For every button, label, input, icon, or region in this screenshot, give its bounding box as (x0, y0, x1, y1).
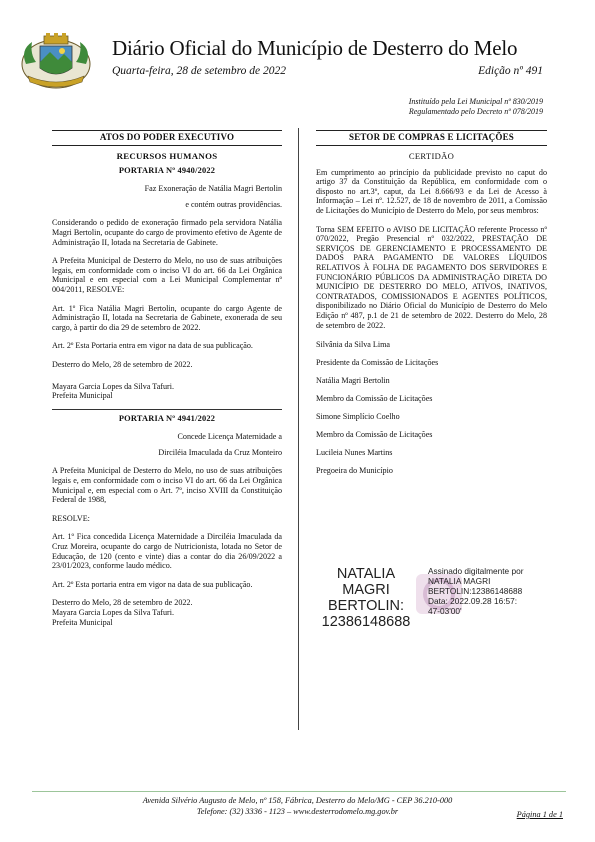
portaria-4941-signer-role: Prefeita Municipal (52, 617, 113, 627)
member-name: Natália Magri Bertolin (316, 376, 390, 386)
section-title-procurement: SETOR DE COMPRAS E LICITAÇÕES (316, 130, 547, 146)
signer-name-large (314, 566, 418, 630)
portaria-4941-para-2: RESOLVE: (52, 513, 90, 523)
member-role: Membro da Comissão de Licitações (316, 394, 433, 404)
member-name: Simone Simplício Coelho (316, 412, 400, 422)
signer-name-line: NATALIA MAGRI (336, 566, 396, 598)
subsection-title-hr: RECURSOS HUMANOS (116, 151, 218, 161)
edition-number: Edição nº 491 (478, 65, 543, 77)
column-divider (298, 128, 299, 730)
portaria-4940-summary-2: e contém outras providências. (185, 199, 282, 209)
portaria-4941-summary-2: Dirciléia Imaculada da Cruz Monteiro (158, 447, 282, 457)
member-role: Membro da Comissão de Licitações (316, 430, 433, 440)
portaria-4940-signer-role: Prefeita Municipal (52, 391, 113, 401)
page-title: Diário Oficial do Município de Desterro do Melo (112, 36, 518, 60)
footer-address: Avenida Silvério Augusto de Melo, nº 158, Fábrica, Desterro do Melo/MG - CEP 36.210-000 (142, 796, 453, 805)
institution-note (409, 97, 543, 117)
member-name: Lucileia Nunes Martins (316, 448, 393, 458)
portaria-4940-para-2: A Prefeita Municipal de Desterro do Melo, no uso de suas atribuições legais, em conformidade com o inciso VI do art. 66 da Lei Orgânica Municipal e em especial com a Lei Municipal Complementar nº 004/2011, RESOLVE: (52, 256, 282, 294)
page-number: Página 1 de 1 (516, 810, 563, 819)
portaria-4940-para-1: Considerando o pedido de exoneração firmado pela servidora Natália Magri Bertolin, ocupante do cargo de provimento efetivo de Agente de Administração II, lotada na Secretaria de Gabinete. (52, 218, 282, 247)
signature-date: Data: 2022.09.28 16:57: (428, 596, 518, 606)
portaria-4940-para-4: Art. 2º Esta Portaria entra em vigor na data de sua publicação. (52, 341, 253, 351)
left-column (52, 130, 282, 627)
signature-time: 47-03'00' (428, 606, 462, 616)
right-column (316, 130, 547, 477)
page-header (0, 0, 595, 116)
footer-contact[interactable]: Telefone: (32) 3336 - 1123 – www.desterrodomelo.mg.gov.br (196, 807, 399, 816)
member-name: Silvânia da Silva Lima (316, 340, 390, 350)
portaria-4940-signer: Mayara Garcia Lopes da Silva Tafuri. (52, 381, 174, 391)
commission-members (316, 339, 547, 477)
section-title-executive: ATOS DO PODER EXECUTIVO (52, 130, 282, 146)
portaria-4941-title: PORTARIA Nº 4941/2022 (118, 413, 216, 423)
portaria-4940-para-3: Art. 1º Fica Natália Magri Bertolin, ocupante do cargo Agente de Administração II, lotada na Secretaria de Gabinete, exonerada de seu cargo, à partir do dia 29 de setembro de 2022. (52, 303, 282, 332)
page-footer (0, 795, 595, 817)
portaria-4940-title: PORTARIA Nº 4940/2022 (118, 165, 216, 175)
signer-cpf: 12386148688 (321, 614, 411, 630)
portaria-4941-signer: Mayara Garcia Lopes da Silva Tafuri. (52, 608, 174, 617)
portaria-4941-para-1: A Prefeita Municipal de Desterro do Melo, no uso de suas atribuições legais e, em conformidade com o inciso VI do art. 66 da Lei Orgânica Municipal e, em especial com o Art. 7º, inciso XVIII da Constituição Federal de 1988, (52, 466, 282, 505)
institution-law: Instituído pela Lei Municipal nº 830/2019 (408, 97, 543, 106)
portaria-4941-summary-1: Concede Licença Maternidade a (177, 432, 282, 442)
signer-name-line: BERTOLIN: (327, 598, 405, 614)
portaria-4941-para-4: Art. 2º Esta portaria entra em vigor na data de sua publicação. (52, 579, 253, 589)
portaria-4941-para-3: Art. 1º Fica concedida Licença Maternidade a Dirciléia Imaculada da Cruz Moreira, ocupante do cargo de Nutricionista, lotada no Setor de Educação, de 120 (cento e vinte) dias a contar do dia 26/09/2022 a 23/01/2023, conforme laudo médico. (52, 532, 282, 571)
certidao-title: CERTIDÃO (408, 151, 455, 161)
institution-decree: Regulamentado pelo Decreto nº 078/2019 (408, 107, 543, 116)
portaria-4941-place-date: Desterro do Melo, 28 de setembro de 2022. (52, 598, 193, 608)
portaria-4940-summary-1: Faz Exoneração de Natália Magri Bertolin (144, 184, 282, 194)
member-role: Pregoeira do Município (316, 466, 393, 476)
signature-info-line: NATALIA MAGRI (428, 576, 491, 586)
portaria-4940-place-date: Desterro do Melo, 28 de setembro de 2022. (52, 359, 193, 369)
digital-signature[interactable] (314, 566, 554, 628)
member-role: Presidente da Comissão de Licitações (316, 358, 439, 368)
municipal-crest-icon (18, 32, 94, 90)
certidao-para-1: Em cumprimento ao princípio da publicidade previsto no caput do artigo 37 da Constituição da República, em conformidade com o disposto no art.3º, caput, da Lei 8.666/93 e da Lei de Acesso à Informação – Lei nº. 12.527, de 18 de novembro de 2011, a Comissão de Licitações do Município de Desterro do Melo, por seus membros: (316, 167, 547, 215)
signature-info-line: Assinado digitalmente por (428, 566, 524, 576)
footer-divider (32, 791, 566, 792)
issue-date: Quarta-feira, 28 de setembro de 2022 (112, 65, 286, 77)
portaria-separator (52, 409, 282, 410)
certidao-para-2: Torna SEM EFEITO o AVISO DE LICITAÇÃO referente Processo nº 070/2022, Pregão Presencial nº 032/2022, PRESTAÇÃO DE SERVIÇOS DE GERENCIAMENTO E PROCESSAMENTO DE DADOS PARA PAGAMENTO DE VALORES LÍQUIDOS RELATIVOS À FOLHA DE PAGAMENTO DOS SERVIDORES E FUNCIONÁRIO PÚBLICOS DA ADMINISTRAÇÃO DIRETA DO MUNICÍPIO DE DESTERRO DO MELO, ATIVOS, INATIVOS, CONTRATADOS, COMISSIONADOS E AGENTES POLÍTICOS, disponibilizado no Diário Oficial do Município de Desterro do Melo Edição nº 487, p.1 de 21 de setembro de 2022. Desterro do Melo, 28 de setembro de 2022. (316, 224, 547, 330)
signature-info-line: BERTOLIN:12386148688 (428, 586, 523, 596)
signature-details (428, 566, 523, 616)
